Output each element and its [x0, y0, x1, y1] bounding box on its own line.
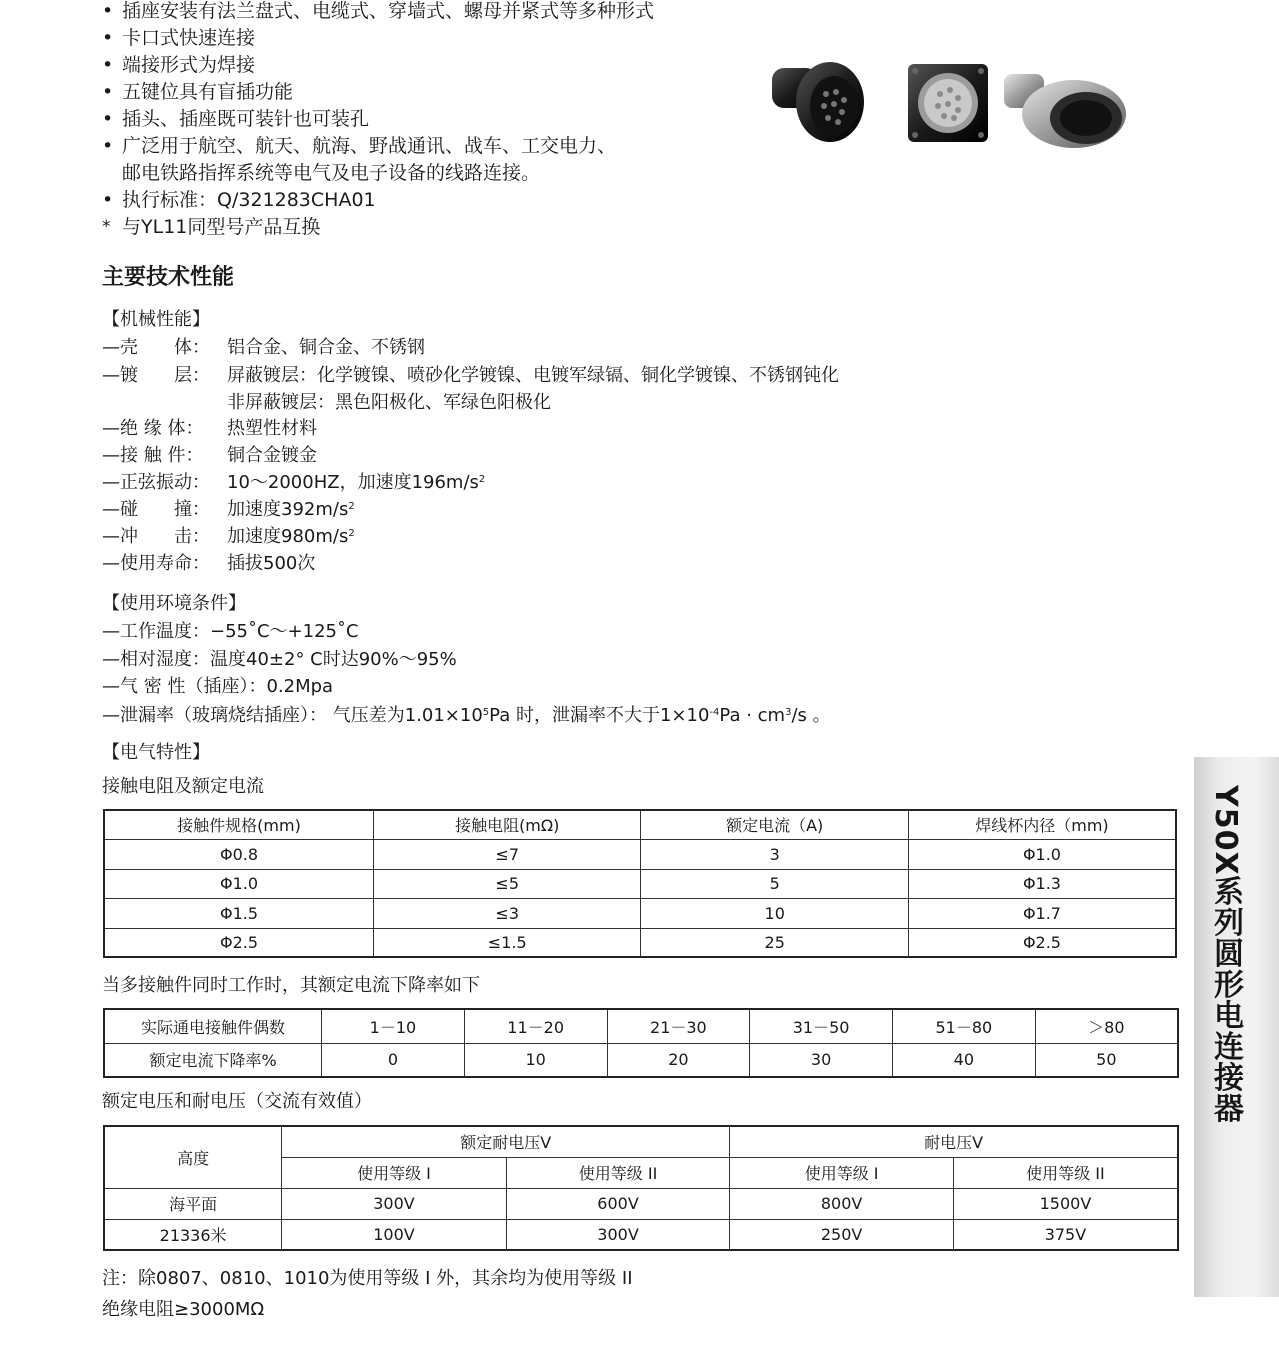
feature-item: * 与YL11同型号产品互换	[100, 214, 654, 241]
feature-item: • 插头、插座既可装针也可装孔	[100, 106, 654, 133]
voltage-table	[103, 1125, 1179, 1251]
table-header-row	[104, 810, 1176, 839]
insulation-resistance: 绝缘电阻≥3000MΩ	[102, 1299, 265, 1320]
superscript: 2	[348, 528, 355, 539]
spec-value: 加速度392m/s	[227, 499, 349, 520]
table-cell: 11－20	[464, 1009, 607, 1043]
table-cell: ≤5	[373, 869, 640, 898]
table-header-row	[104, 1126, 1178, 1157]
table-cell: 31－50	[750, 1009, 893, 1043]
table-row	[104, 839, 1176, 869]
table-header: 接触电阻(mΩ)	[373, 810, 640, 839]
spec-plating-unshielded	[102, 390, 551, 416]
table-row	[104, 928, 1176, 957]
env-airtight: —气 密 性（插座）：0.2Mpa	[102, 676, 334, 697]
feature-item: • 五键位具有盲插功能	[100, 79, 654, 106]
spec-label: —绝 缘 体：	[102, 418, 204, 439]
table-cell: 10	[641, 898, 908, 928]
superscript: 5	[482, 707, 490, 718]
spec-life	[102, 551, 315, 577]
spec-shell	[102, 335, 425, 361]
current-derating-table	[103, 1008, 1179, 1078]
spec-insulator	[102, 416, 317, 442]
table-header: 使用等级 II	[953, 1157, 1178, 1188]
table-cell: 40	[892, 1043, 1035, 1077]
connector-product-photo	[768, 50, 1128, 150]
table-cell: 实际通电接触件偶数	[104, 1009, 322, 1043]
table-cell: 10	[464, 1043, 607, 1077]
leak-text: —泄漏率（玻璃烧结插座）： 气压差为1.01×10	[102, 705, 483, 726]
table-cell: 100V	[282, 1219, 507, 1250]
table-cell: Φ1.0	[104, 869, 373, 898]
feature-item: • 执行标准：Q/321283CHA01	[100, 187, 654, 214]
spec-value: 铝合金、铜合金、不锈钢	[227, 337, 425, 358]
feature-item: • 卡口式快速连接	[100, 25, 654, 52]
table-cell: 21－30	[607, 1009, 750, 1043]
spec-label: —正弦振动：	[102, 472, 210, 493]
main-technical-heading: 主要技术性能	[102, 265, 235, 290]
side-tab-title: Y50X系列圆形电连接器	[1208, 785, 1243, 1124]
leak-text: Pa 时，泄漏率不大于1×10	[489, 705, 710, 726]
spec-value: 10～2000HZ，加速度196m/s	[227, 472, 479, 493]
table-row	[104, 1043, 1178, 1077]
square-flange-socket-icon	[908, 64, 988, 142]
spec-plating	[102, 363, 839, 389]
table-cell: 0	[322, 1043, 465, 1077]
superscript: 2	[478, 474, 486, 485]
leak-text: Pa · cm	[719, 705, 786, 726]
electrical-heading: 【电气特性】	[102, 742, 210, 763]
env-leak-rate	[102, 703, 831, 729]
spec-label: —接 触 件：	[102, 445, 204, 466]
feature-item-continuation: 邮电铁路指挥系统等电气及电子设备的线路连接。	[122, 162, 541, 184]
feature-list	[100, 0, 654, 241]
table-cell: 1500V	[953, 1188, 1178, 1219]
feature-item: • 端接形式为焊接	[100, 52, 654, 79]
table-header: 使用等级 II	[506, 1157, 730, 1188]
table-cell: 51－80	[892, 1009, 1035, 1043]
table-cell: 30	[750, 1043, 893, 1077]
table-cell: 21336米	[104, 1219, 282, 1250]
table-cell: ＞80	[1035, 1009, 1178, 1043]
table-cell: Φ1.5	[104, 898, 373, 928]
spec-label: —壳 体：	[102, 337, 210, 358]
table3-title: 额定电压和耐电压（交流有效值）	[102, 1091, 372, 1112]
table-cell: Φ2.5	[104, 928, 373, 957]
table-cell: Φ1.3	[908, 869, 1176, 898]
table-cell: 20	[607, 1043, 750, 1077]
table-header: 额定耐电压V	[282, 1126, 730, 1157]
table-cell: 海平面	[104, 1188, 282, 1219]
table-cell: Φ1.0	[908, 839, 1176, 869]
spec-value: 非屏蔽镀层：黑色阳极化、军绿色阳极化	[227, 392, 551, 413]
table-cell: 额定电流下降率%	[104, 1043, 322, 1077]
table-cell: ≤1.5	[373, 928, 640, 957]
table-cell: Φ0.8	[104, 839, 373, 869]
table-row	[104, 1188, 1178, 1219]
leak-text: /s 。	[791, 705, 831, 726]
table-cell: 300V	[506, 1219, 730, 1250]
table-header: 高度	[104, 1126, 282, 1188]
env-humidity: —相对湿度：温度40±2° C时达90%～95%	[102, 649, 457, 670]
table-cell: 600V	[506, 1188, 730, 1219]
env-temperature: —工作温度：−55˚C～+125˚C	[102, 621, 359, 642]
spec-vibration	[102, 470, 485, 496]
spec-value: 插拔500次	[227, 553, 316, 574]
table-cell: Φ2.5	[908, 928, 1176, 957]
table-cell: 300V	[282, 1188, 507, 1219]
usage-level-note: 注：除0807、0810、1010为使用等级 I 外，其余均为使用等级 II	[102, 1268, 633, 1289]
table-cell: 800V	[730, 1188, 954, 1219]
table-header: 接触件规格(mm)	[104, 810, 373, 839]
table-header: 额定电流（A)	[641, 810, 908, 839]
spec-value: 屏蔽镀层：化学镀镍、喷砂化学镀镍、电镀军绿镉、铜化学镀镍、不锈钢钝化	[227, 365, 839, 386]
table-cell: 375V	[953, 1219, 1178, 1250]
table-cell: 25	[641, 928, 908, 957]
table-cell: Φ1.7	[908, 898, 1176, 928]
spec-label: —碰 撞：	[102, 499, 210, 520]
table-header: 耐电压V	[730, 1126, 1178, 1157]
superscript: 3	[785, 707, 792, 718]
spec-label: —镀 层：	[102, 365, 210, 386]
spec-contact	[102, 443, 317, 469]
table-header: 焊线杯内径（mm)	[908, 810, 1176, 839]
spec-shock	[102, 524, 355, 550]
spec-value: 加速度980m/s	[227, 526, 349, 547]
table-cell: ≤3	[373, 898, 640, 928]
mechanical-heading: 【机械性能】	[102, 309, 210, 330]
superscript: -4	[709, 707, 720, 718]
table-header: 使用等级 I	[282, 1157, 507, 1188]
superscript: 2	[348, 501, 355, 512]
round-plug-icon	[772, 62, 864, 142]
table-cell: 3	[641, 839, 908, 869]
table-row	[104, 869, 1176, 898]
table-row	[104, 1009, 1178, 1043]
spec-label: —使用寿命：	[102, 553, 210, 574]
feature-item: • 插座安装有法兰盘式、电缆式、穿墙式、螺母并紧式等多种形式	[100, 0, 654, 25]
table-cell: ≤7	[373, 839, 640, 869]
table-cell: 1－10	[322, 1009, 465, 1043]
table1-title: 接触电阻及额定电流	[102, 776, 264, 797]
feature-item: • 广泛用于航空、航天、航海、野战通讯、战车、工交电力、	[100, 133, 654, 160]
table-cell: 5	[641, 869, 908, 898]
table-cell: 250V	[730, 1219, 954, 1250]
table-cell: 50	[1035, 1043, 1178, 1077]
spec-value: 铜合金镀金	[227, 445, 317, 466]
right-angle-plug-icon	[1004, 74, 1126, 148]
contact-resistance-table	[103, 809, 1177, 958]
spec-value: 热塑性材料	[227, 418, 317, 439]
table-header: 使用等级 I	[730, 1157, 954, 1188]
spec-bump	[102, 497, 355, 523]
table-row	[104, 1219, 1178, 1250]
table2-title: 当多接触件同时工作时，其额定电流下降率如下	[102, 975, 480, 996]
spec-label: —冲 击：	[102, 526, 210, 547]
table-row	[104, 898, 1176, 928]
environment-heading: 【使用环境条件】	[102, 593, 246, 614]
